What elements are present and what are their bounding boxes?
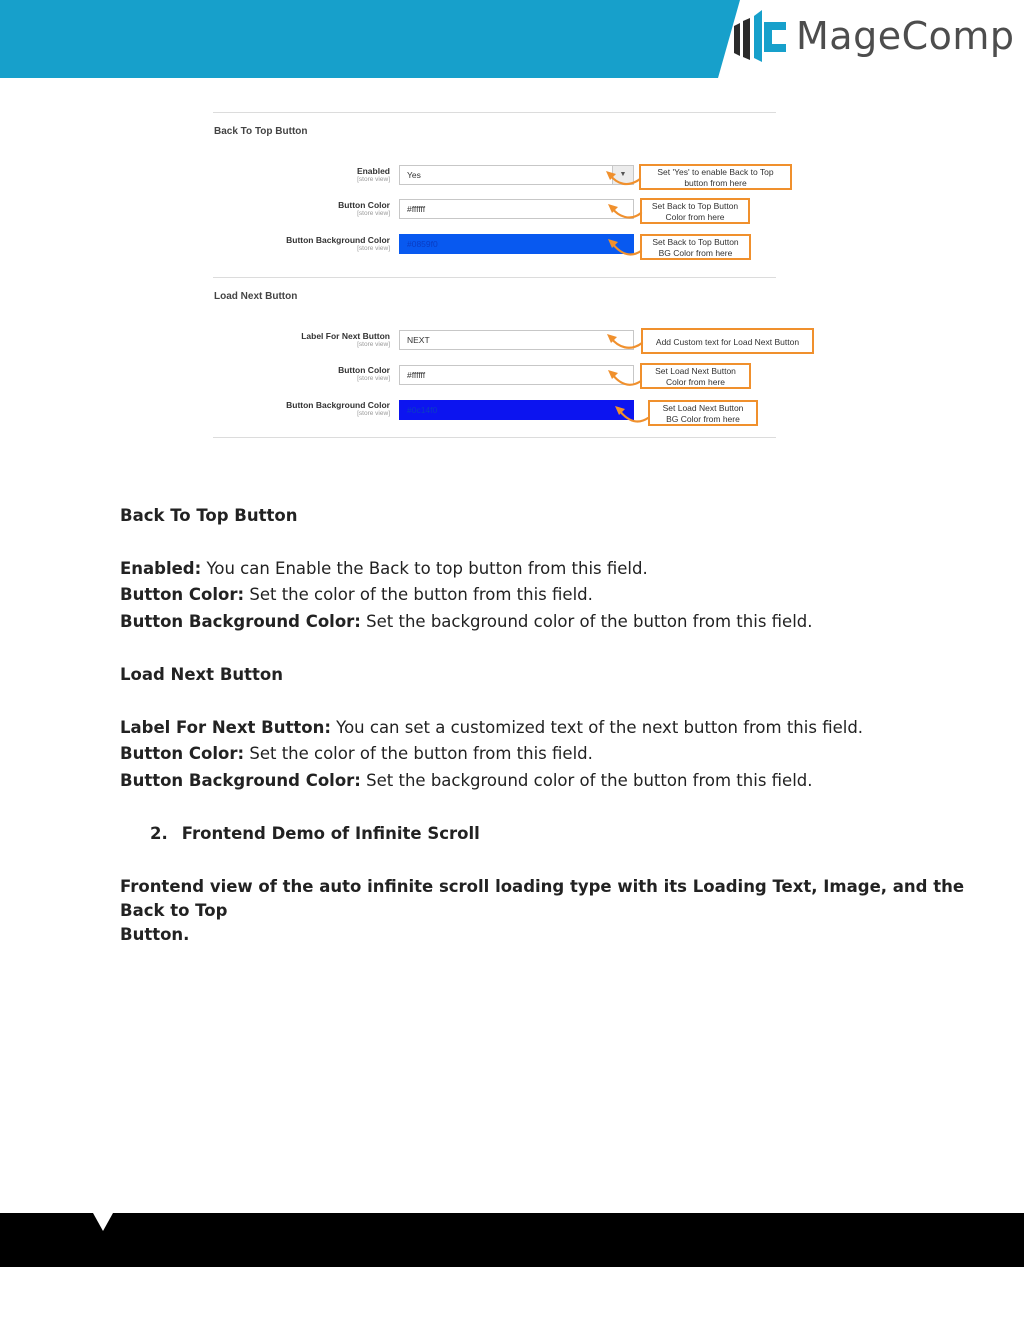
next-button-bg-color-input[interactable]: #0c14f0 [399, 400, 634, 420]
paragraph-button-bg-color: Button Background Color: Set the background color of the button from this field. [120, 612, 813, 631]
brand-name: MageComp [796, 14, 1015, 58]
label-button-color: Button Color [store view] [190, 200, 390, 218]
paragraph-enabled: Enabled: You can Enable the Back to top button from this field. [120, 559, 648, 578]
callout-next-label: Add Custom text for Load Next Button [641, 328, 814, 354]
label-next-button-color: Button Color [store view] [190, 365, 390, 383]
section-title-back-to-top: Back To Top Button [214, 126, 308, 137]
callout-enabled: Set 'Yes' to enable Back to Top button from here [639, 164, 792, 190]
label-enabled: Enabled [store view] [190, 166, 390, 184]
callout-next-button-color: Set Load Next Button Color from here [640, 363, 751, 389]
paragraph-next-button-bg-color: Button Background Color: Set the background color of the button from this field. [120, 771, 813, 790]
heading-load-next: Load Next Button [120, 665, 283, 684]
scope-label: [store view] [357, 375, 390, 382]
divider [213, 277, 776, 278]
magecomp-logo-icon [730, 6, 790, 66]
next-label-input[interactable]: NEXT [399, 330, 634, 350]
enabled-select[interactable]: Yes ▼ [399, 165, 634, 185]
heading-back-to-top: Back To Top Button [120, 506, 298, 525]
next-button-color-input[interactable]: #ffffff [399, 365, 634, 385]
footer-bar [0, 1213, 1024, 1267]
scope-label: [store view] [357, 410, 390, 417]
callout-button-bg-color: Set Back to Top Button BG Color from here [640, 234, 751, 260]
paragraph-frontend-view: Frontend view of the auto infinite scroll loading type with its Loading Text, Image, and the Back to Top Button. [120, 877, 965, 944]
divider [213, 437, 776, 438]
chevron-down-icon[interactable]: ▼ [612, 166, 633, 184]
paragraph-next-button-color: Button Color: Set the color of the button from this field. [120, 744, 593, 763]
footer-triangle-icon [93, 1213, 113, 1231]
divider [213, 112, 776, 113]
section-title-load-next: Load Next Button [214, 291, 298, 302]
paragraph-next-label: Label For Next Button: You can set a customized text of the next button from this field. [120, 718, 864, 737]
scope-label: [store view] [357, 176, 390, 183]
button-bg-color-input[interactable]: #0859f0 [399, 234, 634, 254]
scope-label: [store view] [357, 245, 390, 252]
callout-button-color: Set Back to Top Button Color from here [640, 198, 750, 224]
label-button-bg-color: Button Background Color [store view] [190, 235, 390, 253]
scope-label: [store view] [357, 210, 390, 217]
callout-next-button-bg-color: Set Load Next Button BG Color from here [648, 400, 758, 426]
label-next-button-bg-color: Button Background Color [store view] [190, 400, 390, 418]
scope-label: [store view] [357, 341, 390, 348]
list-item-frontend-demo: 2. Frontend Demo of Infinite Scroll [150, 824, 480, 843]
paragraph-button-color: Button Color: Set the color of the button from this field. [120, 585, 593, 604]
label-next-button: Label For Next Button [store view] [190, 331, 390, 349]
button-color-input[interactable]: #ffffff [399, 199, 634, 219]
